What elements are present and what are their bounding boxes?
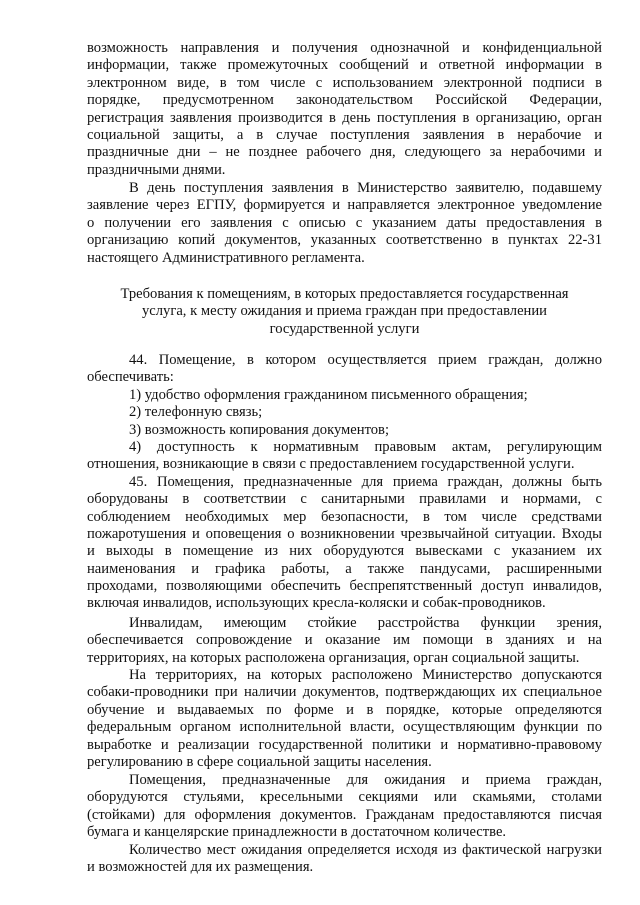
list-item: 1) удобство оформления гражданином письменного обращения; [129,386,528,403]
text-line: заявление через ЕГПУ, формируется и направляется электронное уведомление [87,197,602,214]
text-line: обеспечивается сопровождение и оказание им помощи в зданиях и на [87,632,602,649]
text-line: и выходы в помещение из них оборудуются вывесками с указанием их [87,543,602,560]
text-line: организацию копий документов, указанных соответственно в пунктах 22-31 [87,232,602,249]
text-line: На территориях, на которых расположено Министерство допускаются [129,667,602,683]
text-line: пожаротушения и оповещения о возникновении чрезвычайной ситуации. Входы [87,525,602,542]
text-line: (стойками) для оформления документов. Гражданам предоставляются писчая [87,806,602,823]
text-line: электронном виде, в том числе с использованием электронной подписи в [87,74,602,91]
text-line: праздничными днями. [87,161,226,178]
paragraph-guide-dogs [87,667,602,771]
text-line: 44. Помещение, в котором осуществляется прием граждан, должно [129,352,602,368]
text-line: федеральным органом исполнительной власти, осуществляющим функции по [87,719,602,736]
paragraph-seats-count [87,842,602,877]
paragraph-items-44-45 [87,352,602,613]
text-line: наименования и графика работы, а также пандусами, расширенными [87,560,602,577]
text-line: о получении его заявления с описью с указанием даты предоставления в [87,214,602,231]
text-line: информации, также промежуточных сообщений и ответной информации в [87,57,602,74]
text-line: Количество мест ожидания определяется исходя из фактической нагрузки [129,842,602,858]
text-line: включая инвалидов, использующих кресла-коляски и собак-проводников. [87,595,546,612]
text-line: оборудованы в соответствии с санитарными правилами и нормами, с [87,491,602,508]
text-line: соблюдением необходимых мер безопасности, в том числе средствами [87,508,602,525]
heading-line: Требования к помещениям, в которых предоставляется государственная [120,286,569,302]
section-heading [87,286,602,338]
text-line: В день поступления заявления в Министерство заявителю, подавшему [129,180,602,196]
heading-line: услуга, к месту ожидания и приема граждан при предоставлении [141,303,547,320]
text-line: отношения, возникающие в связи с предоставлением государственной услуги. [87,456,575,473]
text-line: настоящего Административного регламента. [87,249,365,266]
text-line: регистрация заявления производится в день поступления в организацию, орган [87,109,602,126]
list-item: 2) телефонную связь; [129,404,263,421]
list-item: 3) возможность копирования документов; [129,421,390,438]
text-line: Помещения, предназначенные для ожидания и приема граждан, [129,772,602,788]
text-line: регулированию в сфере социальной защиты населения. [87,753,432,770]
paragraph-waiting-rooms [87,772,602,842]
text-line: 45. Помещения, предназначенные для приема граждан, должны быть [129,473,602,490]
heading-line: государственной услуги [269,320,420,337]
text-line: бумага и канцелярские принадлежности в достаточном количестве. [87,824,507,841]
text-line: праздничные дни – не позднее рабочего дня, следующего за нерабочими и [87,144,602,161]
text-line: проходами, позволяющими обеспечить беспрепятственный доступ инвалидов, [87,578,602,595]
text-line: выработке и реализации государственной политики и нормативно-правовому [87,736,602,753]
paragraph-continuation [87,40,602,179]
text-line: и возможностей для их размещения. [87,859,314,876]
paragraph-disabled-support [87,615,602,667]
text-line: оборудуются стульями, кресельными секциями или скамьями, столами [87,789,602,806]
text-line: собаки-проводники при наличии документов, подтверждающих их специальное [87,684,602,701]
paragraph-notification [87,180,602,267]
list-item: 4) доступность к нормативным правовым актам, регулирующим [129,438,602,455]
text-line: обеспечивать: [87,369,174,386]
text-line: Инвалидам, имеющим стойкие расстройства функции зрения, [129,615,602,631]
text-line: территориях, на которых расположена организация, орган социальной защиты. [87,649,580,666]
text-line: возможность направления и получения однозначной и конфиденциальной [87,40,602,56]
text-line: порядке, предусмотренном законодательством Российской Федерации, [87,92,602,109]
text-line: обучение и выдаваемых по форме и в порядке, которые определяются [87,701,602,718]
text-line: социальной защиты, а в случае поступления заявления в нерабочие и [87,126,602,143]
